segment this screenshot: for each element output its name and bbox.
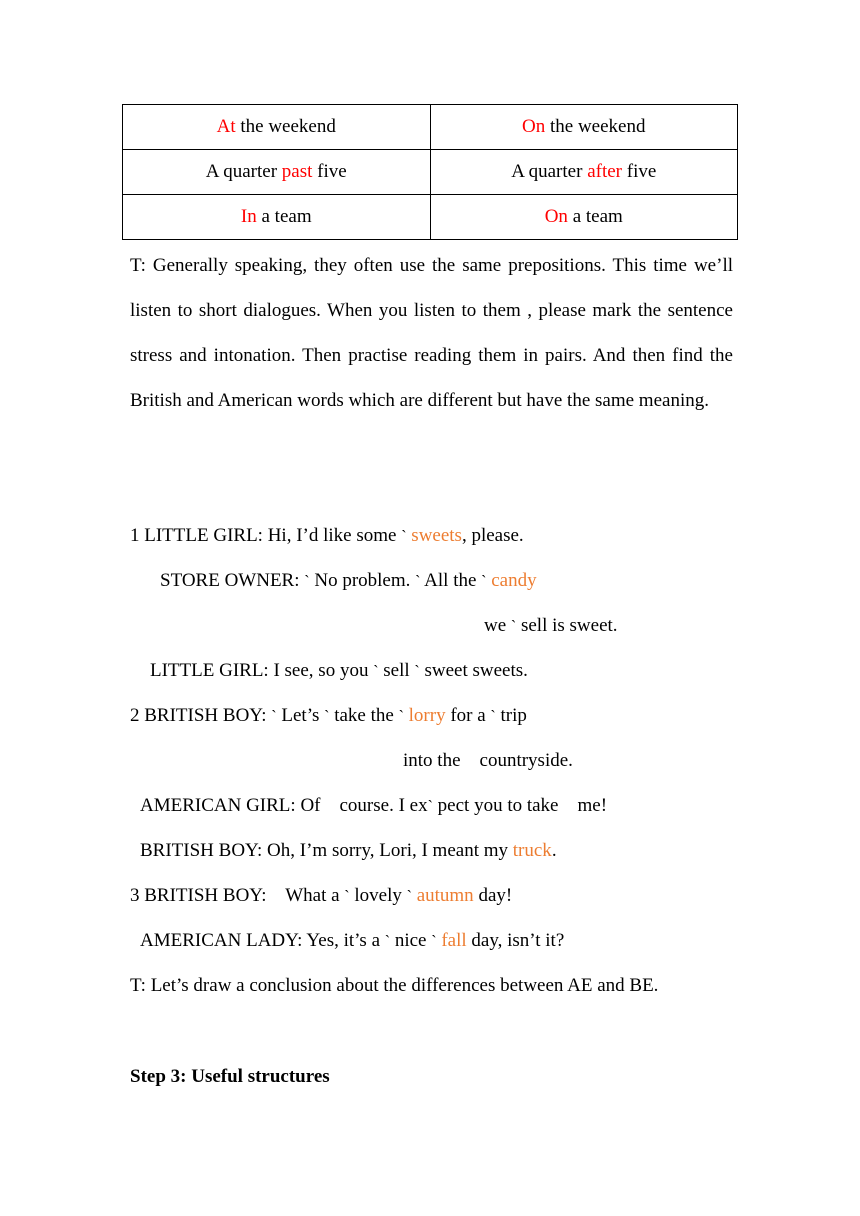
line-text: lovely	[349, 885, 407, 906]
table-cell-british	[123, 150, 431, 195]
line-text: take the	[329, 705, 399, 726]
cell-text: a team	[256, 206, 312, 227]
table-cell-american	[430, 150, 738, 195]
stress-mark: ˋ	[401, 528, 407, 545]
dialogue-line	[140, 839, 557, 863]
line-text: trip	[495, 705, 527, 726]
dialogue-line	[140, 929, 564, 954]
dialogue-line	[130, 704, 527, 729]
line-text: LITTLE GIRL: I see, so you	[150, 660, 374, 681]
preposition: At	[216, 116, 236, 137]
table-cell-american	[430, 195, 738, 240]
line-text: No problem.	[309, 570, 416, 591]
dialogue-line	[130, 884, 512, 909]
dialogue-line	[140, 794, 607, 819]
preposition: On	[544, 206, 568, 227]
table-row	[123, 105, 738, 150]
stress-mark: ˋ	[406, 888, 412, 905]
stress-mark: ˋ	[510, 618, 517, 635]
vocab-word: truck	[512, 840, 552, 861]
vocab-word: lorry	[408, 705, 446, 726]
line-text: .	[551, 840, 557, 861]
vocab-word: fall	[441, 930, 467, 951]
preposition: past	[281, 161, 313, 182]
line-text: Let’s	[276, 705, 325, 726]
table-cell-british	[123, 195, 431, 240]
cell-text: five	[312, 161, 347, 182]
line-text: pect you to take me!	[432, 795, 608, 816]
dialogue-line	[484, 614, 618, 639]
stress-mark: ˋ	[398, 708, 404, 725]
dialogue-line	[403, 749, 573, 773]
stress-mark: ˋ	[427, 798, 433, 815]
table-row	[123, 195, 738, 240]
stress-mark: ˋ	[384, 933, 391, 950]
preposition: after	[587, 161, 622, 182]
line-text: sweet sweets.	[419, 660, 528, 681]
line-text: sell	[378, 660, 415, 681]
stress-mark: ˋ	[373, 663, 379, 680]
line-text: AMERICAN GIRL: Of course. I ex	[140, 795, 428, 816]
dialogue-line	[150, 659, 528, 684]
line-text: All the	[420, 570, 482, 591]
line-text: day, isn’t it?	[466, 930, 565, 951]
cell-text: A quarter	[511, 161, 588, 182]
stress-mark: ˋ	[481, 573, 487, 590]
line-text: , please.	[461, 525, 524, 546]
table-cell-british	[123, 105, 431, 150]
line-text: BRITISH BOY: Oh, I’m sorry, Lori, I meant my	[140, 840, 513, 861]
line-text: into the countryside.	[403, 750, 573, 771]
line-text: for a	[445, 705, 491, 726]
line-text: 3 BRITISH BOY: What a	[130, 885, 345, 906]
stress-mark: ˋ	[304, 573, 310, 590]
cell-text: a team	[567, 206, 623, 227]
line-text: sell is sweet.	[516, 615, 618, 636]
stress-mark: ˋ	[415, 573, 421, 590]
stress-mark: ˋ	[431, 933, 437, 950]
conclusion-line: T: Let’s draw a conclusion about the differences between AE and BE.	[130, 975, 659, 996]
vocab-word: autumn	[416, 885, 474, 906]
line-text: 2 BRITISH BOY:	[130, 705, 272, 726]
preposition-comparison-table	[122, 104, 738, 240]
cell-text: five	[622, 161, 657, 182]
stress-mark: ˋ	[490, 708, 496, 725]
line-text: we	[484, 615, 511, 636]
line-text: nice	[390, 930, 432, 951]
vocab-word: sweets	[411, 525, 462, 546]
cell-text: the weekend	[235, 116, 336, 137]
cell-text: A quarter	[205, 161, 282, 182]
table-row	[123, 150, 738, 195]
stress-mark: ˋ	[271, 708, 277, 725]
table-cell-american	[430, 105, 738, 150]
stress-mark: ˋ	[324, 708, 330, 725]
stress-mark: ˋ	[344, 888, 350, 905]
step-heading: Step 3: Useful structures	[130, 1066, 330, 1087]
dialogue-line	[160, 569, 537, 594]
line-text: STORE OWNER:	[160, 570, 305, 591]
line-text: day!	[473, 885, 513, 906]
stress-mark: ˋ	[414, 663, 420, 680]
intro-paragraph: T: Generally speaking, they often use the same prepositions. This time we’ll listen to short dialogues. When you listen to them , please mark the sentence stress and intonation. Then practise reading them in pairs. And then find the British and American words which are different but have the same meaning.	[130, 255, 733, 411]
cell-text: the weekend	[545, 116, 646, 137]
vocab-word: candy	[491, 570, 537, 591]
dialogue-line	[130, 524, 524, 549]
preposition: On	[522, 116, 546, 137]
preposition: In	[240, 206, 257, 227]
line-text: 1 LITTLE GIRL: Hi, I’d like some	[130, 525, 402, 546]
line-text: AMERICAN LADY: Yes, it’s a	[140, 930, 385, 951]
